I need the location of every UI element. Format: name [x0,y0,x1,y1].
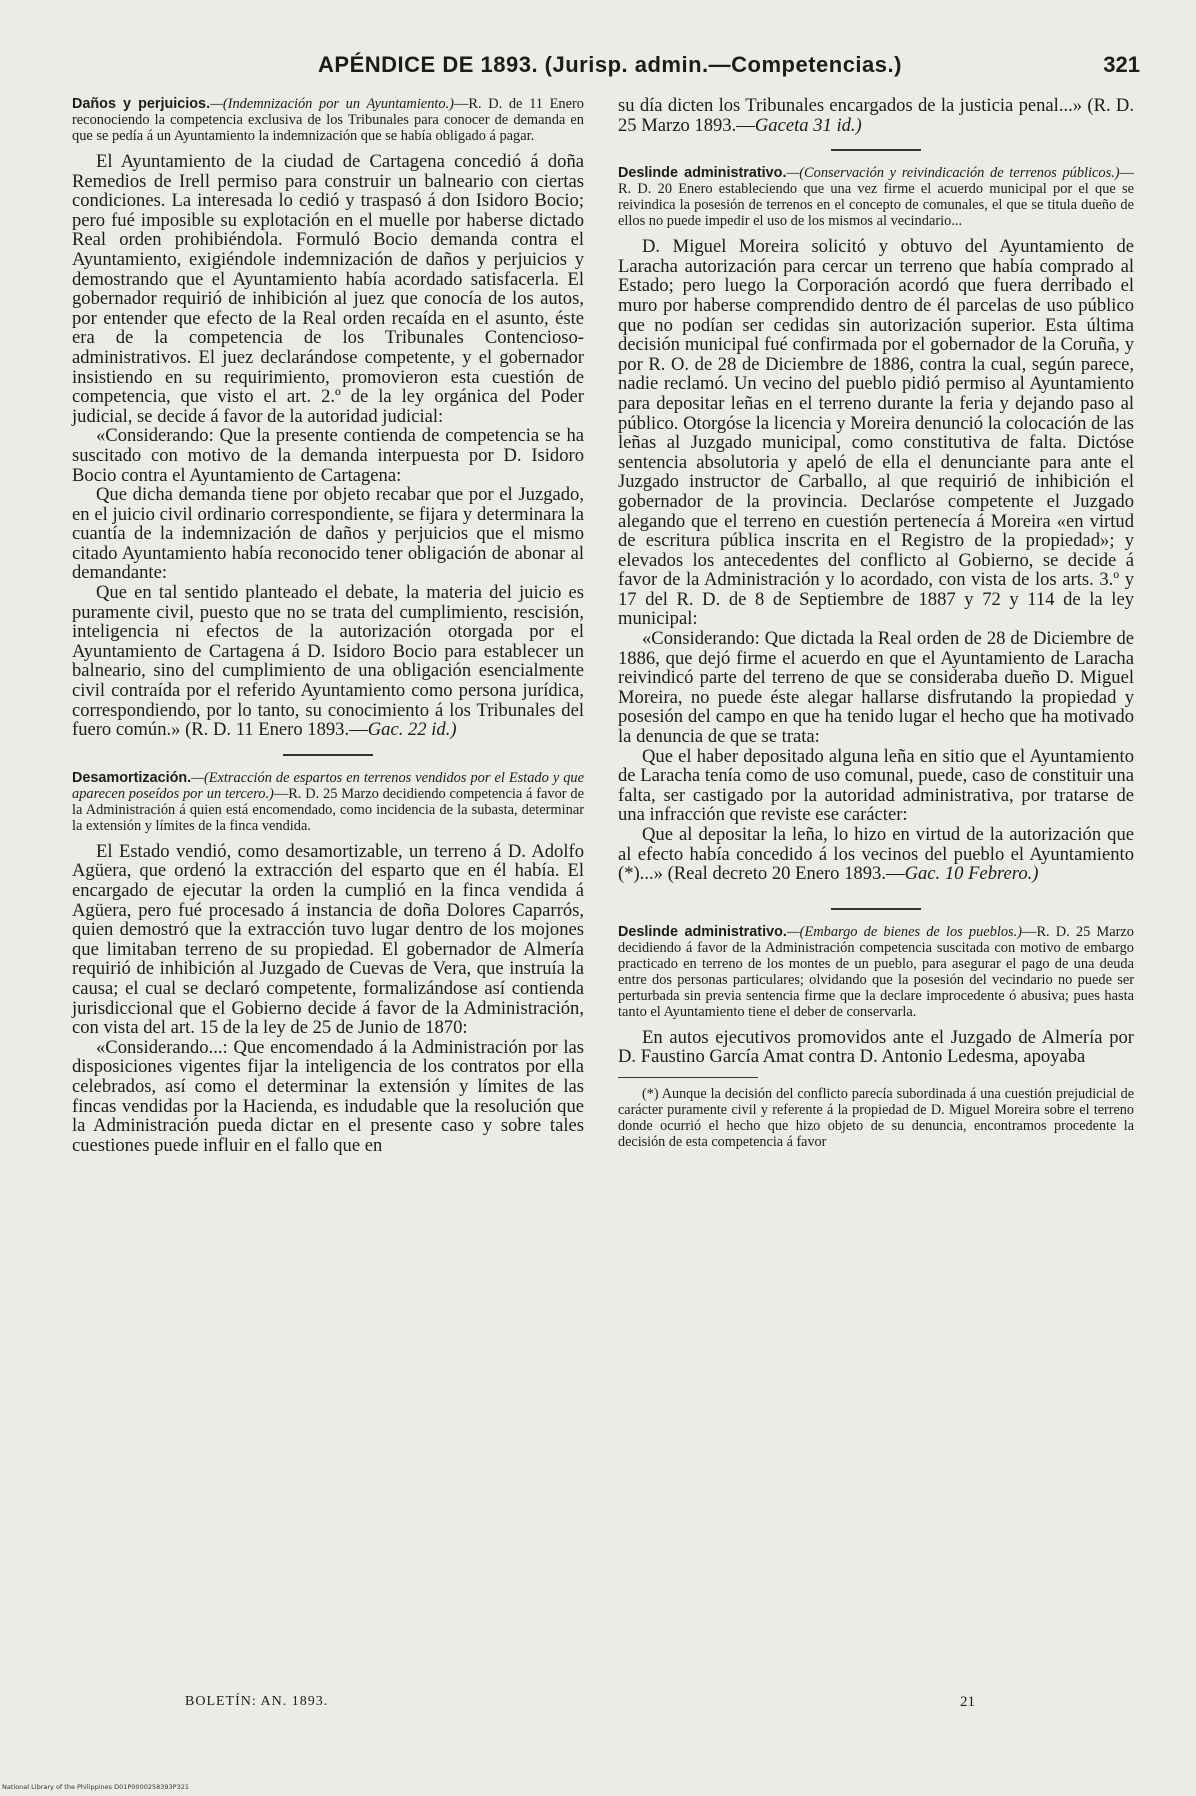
entry-heading: Daños y perjuicios. [72,96,211,112]
entry-summary [72,770,584,834]
footnote: (*) Aunque la decisión del conflicto parecía subordinada á una cuestión prejudicial de carácter puramente civil y referente á la propiedad de D. Miguel Moreira sobre el terreno donde ocurrió el hecho que hizo objeto de su denuncia, encontramos procedente la decisión de esta competencia á favor [618,1085,1134,1150]
paragraph: Que dicha demanda tiene por objeto recabar que por el Juzgado, en el juicio civil ordinario correspondiente, se fijara y determinara la cuantía de la indemnización de daños y perjuicios que el mismo citado Ayuntamiento había reconocido tener obligación de abonar al demandante: [72,484,584,584]
paragraph: En autos ejecutivos promovidos ante el Juzgado de Almería por D. Faustino García Amat contra D. Antonio Ledesma, apoyaba [618,1026,1134,1068]
entry-summary-text: —R. D. 20 Enero estableciendo que una vez firme el acuerdo municipal por el que se reivindica la posesión de terrenos en el concepto de comunales, el que se titula dueño de ellos no puede impedir el uso de los mismos al vecindario... [618,165,1134,230]
entry-body [72,152,584,740]
entry-heading: Deslinde administrativo. [618,165,787,182]
left-column [72,96,584,1155]
section-divider [831,149,921,151]
entry-summary [72,96,584,144]
entry-summary-text: —R. D. de 11 Enero reconociendo la competencia exclusiva de los Tribunales para conocer de demanda en que se pedía á un Ayuntamiento la indemnización que se había obligado á pagar. [72,96,584,144]
paragraph [618,825,1134,884]
page-footer [0,1694,1196,1724]
citation: Gaceta 31 id.) [754,114,862,136]
entry-summary-text: —R. D. 25 Marzo decidiendo competencia á favor de la Administración á quien está encomendado, como incidencia de la subasta, determinar la extensión y límites de la finca vendida. [72,785,584,834]
paragraph-text: su día dicten los Tribunales encargados de la justicia penal...» (R. D. 25 Marzo 1893.— [618,95,1134,136]
page-header [80,52,1140,92]
paragraph [72,583,584,740]
paragraph: «Considerando: Que la presente contienda de competencia se ha suscitado con motivo de la demanda interpuesta por D. Isidoro Bocio contra el Ayuntamiento de Cartagena: [72,425,584,486]
paragraph [618,96,1134,135]
section-divider [831,908,921,910]
entry-summary-text: —R. D. 25 Marzo decidiendo á favor de la Administración competencia suscitada con motivo de embargo practicado en terreno de los montes de un pueblo, para asegurar el pago de una deuda entre dos personas particulares; olvidando que la posesión del vecindario no puede ser perturbada sin previa sentencia firme que la declare improcedente ó abusiva; pues hasta tanto el Ayuntamiento tiene el deber de conservarla. [618,923,1134,1020]
paragraph-text: Que en tal sentido planteado el debate, la materia del juicio es puramente civil, puesto que no se trata del cumplimiento, rescisión, inteligencia ni efectos de la autorización otorgada por el Ayuntamiento de Cartagena á D. Isidoro Bocio para establecer un balneario, sino del cumplimiento de una obligación esencialmente civil contraída por el referido Ayuntamiento como persona jurídica, correspondiendo, por lo tanto, su conocimiento á los Tribunales del fuero común.» (R. D. 11 Enero 1893.— [72,582,584,741]
paragraph: «Considerando: Que dictada la Real orden de 28 de Diciembre de 1886, que dejó firme el acuerdo en que el Ayuntamiento de Laracha reivindicó parte del terreno de que se consideraba dueño D. Miguel Moreira, no puede éste alegar hallarse disfrutando la propiedad y posesión del campo en que ha tenido lugar el hecho que ha motivado la denuncia de que se trata: [618,628,1134,748]
entry-deslinde-embargo [618,924,1134,1067]
entry-heading: Deslinde administrativo. [618,923,787,940]
paragraph: D. Miguel Moreira solicitó y obtuvo del Ayuntamiento de Laracha autorización para cercar un terreno que había comprado al Estado; pero luego la Corporación acordó que fuera derribado el muro por haberse comprendido dentro de él parcelas de uso público que no podían ser cedidas sin autorización superior. Esta última decisión municipal fué confirmada por el gobernador de la Coruña, y por R. O. de 28 de Diciembre de 1886, contra la cual, según parece, nadie reclamó. Un vecino del pueblo pidió permiso al Ayuntamiento para depositar leñas en el terreno durante la feria y dejando paso al público. Otorgóse la licencia y Moreira denunció la colocación de las leñas al Juzgado municipal, como constitutiva de falta. Dictóse sentencia absolutoria y apeló de ella el denunciante para ante el Juzgado instructor de Carballo, al que requirió de inhibición el gobernador de la provincia. Declaróse competente el Juzgado alegando que el terreno en cuestión pertenecía á Moreira «en virtud de escritura pública inscrita en el Registro de la propiedad»; y elevados los antecedentes del conflicto al Gobierno, se decide á favor de la Administración y lo acordado, con vista de los arts. 3.º y 17 del R. D. de 8 de Septiembre de 1887 y 72 y 114 de la ley municipal: [618,236,1134,630]
entry-body [72,842,584,1156]
footnote-rule [618,1077,758,1078]
entry-subject: —(Conservación y reivindicación de terrenos públicos.) [786,165,1120,182]
entry-subject: —(Indemnización por un Ayuntamiento.) [210,96,454,112]
citation: Gac. 10 Febrero.) [904,863,1039,885]
entry-summary [618,924,1134,1020]
entry-desamortizacion [72,770,584,1156]
paragraph: Que el haber depositado alguna leña en sitio que el Ayuntamiento de Laracha tenía como de uso comunal, puede, caso de constituir una falta, ser castigado por la autoridad administrativa, por tratarse de una infracción que reviste ese carácter: [618,745,1134,826]
entry-heading: Desamortización. [72,769,192,786]
sheet-number: 21 [960,1694,975,1710]
paragraph: El Ayuntamiento de la ciudad de Cartagena concedió á doña Remedios de Irell permiso para construir un balneario con ciertas condiciones. La interesada lo cedió y traspasó á don Isidoro Bocio; pero fué imposible su explotación en el muelle por haberse dictado Real orden prohibiéndola. Formuló Bocio demanda contra el Ayuntamiento, exigiéndole indemnización de daños y perjuicios y demostrando que el Ayuntamiento había acordado satisfacerla. El gobernador requirió de inhibición al juez que conocía de los autos, por entender que efecto de la Real orden recaída en el asunto, éste era de la competencia de los Tribunales Contencioso-administrativos. El juez declarándose competente, y el gobernador insistiendo en su requirimiento, promovieron esta cuestión de competencia, que visto el art. 2.º de la ley orgánica del Poder judicial, se decide á favor de la autoridad judicial: [72,151,584,427]
signature-mark: BOLETÍN: AN. 1893. [185,1694,329,1709]
scan-credit: National Library of the Philippines D01P0000258393P321 [2,1783,189,1791]
entry-subject: —(Extracción de espartos en terrenos vendidos por el Estado y que aparecen poseídos por un tercero.) [72,769,584,802]
entry-subject: —(Embargo de bienes de los pueblos.) [786,923,1023,940]
paragraph: El Estado vendió, como desamortizable, un terreno á D. Adolfo Agüera, que ordenó la extracción del esparto que en él había. El encargado de ejecutar la orden la cumplió en la finca vendida á Agüera, pero fué procesado á instancia de doña Dolores Caparrós, quien demostró que la extracción tuvo lugar dentro de los mojones que limitaban terreno de su propiedad. El gobernador de Almería requirió de inhibición al Juzgado de Cuevas de Vera, que instruía la causa; el cual se declaró competente, formalizándose así contienda jurisdiccional que el Gobierno decide á favor de la Administración, con vista del art. 15 de la ley de 25 de Junio de 1870: [72,840,584,1039]
running-head: APÉNDICE DE 1893. (Jurisp. admin.—Competencias.) [318,52,902,77]
entry-summary [618,165,1134,229]
entry-danos-perjuicios [72,96,584,740]
right-column [618,96,1134,1150]
section-divider [283,754,373,756]
entry-body [618,1028,1134,1067]
paragraph-text: Que al depositar la leña, lo hizo en virtud de la autorización que al efecto había concedido á los vecinos del pueblo el Ayuntamiento (*)...» (Real decreto 20 Enero 1893.— [618,824,1134,885]
page-number: 321 [1103,52,1140,77]
paragraph: «Considerando...: Que encomendado á la Administración por las disposiciones vigentes fijar la inteligencia de los contratos por ella celebrados, así como el determinar la extensión y límites de las fincas vendidas por la Hacienda, es indudable que la resolución que la Administración pueda dictar en el presente caso y sobre tales cuestiones puede influir en el fallo que en [72,1036,584,1156]
spacer [618,884,1134,894]
continuation [618,96,1134,135]
citation: Gac. 22 id.) [367,719,457,741]
entry-deslinde-conservacion [618,165,1134,884]
entry-body [618,237,1134,884]
